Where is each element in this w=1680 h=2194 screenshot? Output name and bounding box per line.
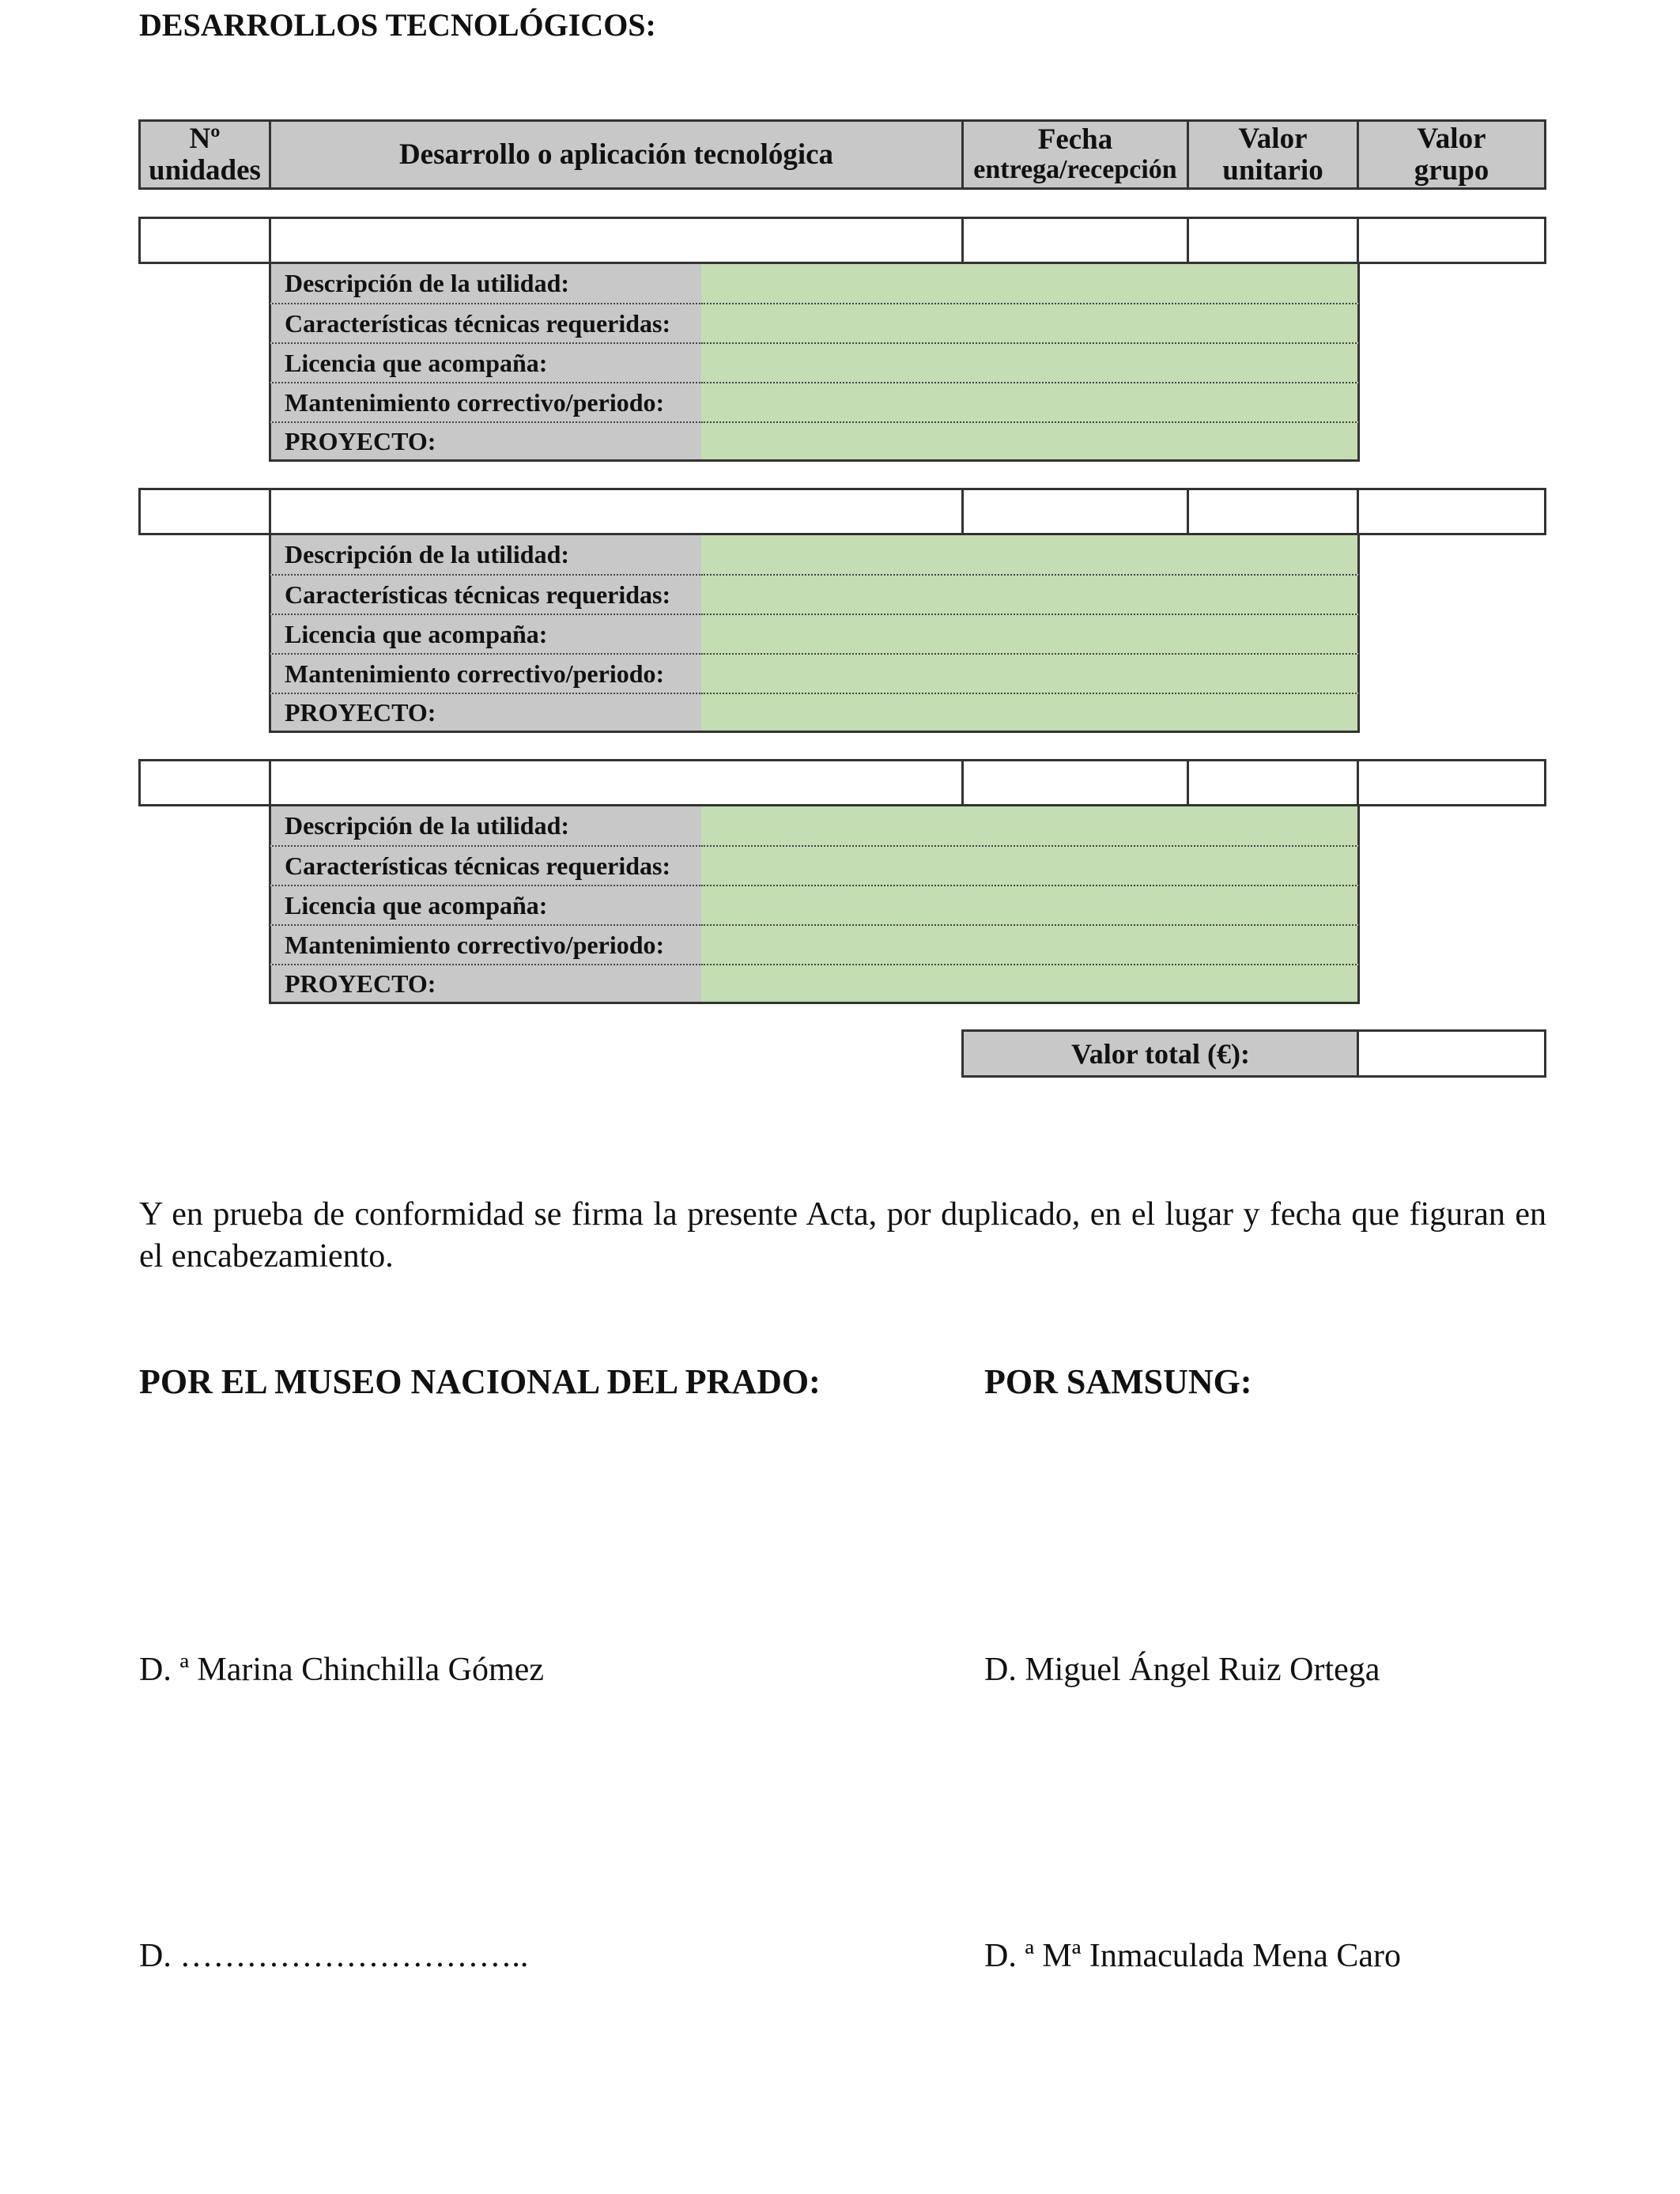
- field-label-technical: Características técnicas requeridas:: [269, 845, 704, 885]
- units-cell[interactable]: [138, 759, 271, 806]
- field-label-license: Licencia que acompaña:: [269, 885, 704, 924]
- section-title: DESARROLLOS TECNOLÓGICOS:: [139, 7, 656, 43]
- header-group-value: [1357, 119, 1546, 190]
- signature-heading-museum: POR EL MUSEO NACIONAL DEL PRADO:: [139, 1362, 821, 1401]
- header-group-value-line2: grupo: [1414, 153, 1489, 187]
- field-label-maintenance: Mantenimiento correctivo/periodo:: [269, 382, 704, 421]
- field-value-description[interactable]: [701, 804, 1360, 845]
- field-value-technical[interactable]: [701, 303, 1360, 342]
- header-unit-value: [1187, 119, 1359, 190]
- field-label-description: Descripción de la utilidad:: [269, 804, 704, 845]
- field-label-license: Licencia que acompaña:: [269, 614, 704, 653]
- header-units-line1: Nº: [189, 122, 221, 155]
- header-units: [138, 119, 271, 190]
- field-value-maintenance[interactable]: [701, 382, 1360, 421]
- field-value-project[interactable]: [701, 693, 1360, 733]
- group-value-cell[interactable]: [1357, 488, 1546, 535]
- field-label-project: PROYECTO:: [269, 421, 704, 462]
- date-cell[interactable]: [961, 759, 1189, 806]
- group-value-cell[interactable]: [1357, 217, 1546, 264]
- field-label-maintenance: Mantenimiento correctivo/periodo:: [269, 924, 704, 964]
- header-development-label: Desarrollo o aplicación tecnológica: [398, 138, 834, 171]
- date-cell[interactable]: [961, 488, 1189, 535]
- field-label-project: PROYECTO:: [269, 693, 704, 733]
- field-value-license[interactable]: [701, 885, 1360, 924]
- signatory-name: D. ª Marina Chinchilla Gómez: [139, 1652, 544, 1688]
- field-value-maintenance[interactable]: [701, 653, 1360, 693]
- field-label-technical: Características técnicas requeridas:: [269, 574, 704, 614]
- unit-value-cell[interactable]: [1187, 488, 1359, 535]
- field-label-technical: Características técnicas requeridas:: [269, 303, 704, 342]
- total-value-cell[interactable]: [1357, 1029, 1546, 1078]
- signatory-name: D. Miguel Ángel Ruiz Ortega: [984, 1652, 1380, 1688]
- field-label-project: PROYECTO:: [269, 964, 704, 1004]
- field-label-description: Descripción de la utilidad:: [269, 533, 704, 574]
- units-cell[interactable]: [138, 217, 271, 264]
- unit-value-cell[interactable]: [1187, 217, 1359, 264]
- header-units-line2: unidades: [149, 153, 261, 187]
- header-unit-value-line1: Valor: [1238, 122, 1308, 155]
- header-development: [269, 119, 964, 190]
- field-label-license: Licencia que acompaña:: [269, 342, 704, 382]
- development-cell[interactable]: [269, 488, 964, 535]
- development-cell[interactable]: [269, 217, 964, 264]
- closing-paragraph: Y en prueba de conformidad se firma la presente Acta, por duplicado, en el lugar y fecha que figuran en el encabezamiento.: [139, 1196, 1546, 1274]
- field-value-license[interactable]: [701, 342, 1360, 382]
- field-value-technical[interactable]: [701, 845, 1360, 885]
- field-value-project[interactable]: [701, 421, 1360, 462]
- units-cell[interactable]: [138, 488, 271, 535]
- header-date-line1: Fecha: [1037, 123, 1113, 157]
- header-date: [961, 119, 1189, 190]
- development-cell[interactable]: [269, 759, 964, 806]
- total-label: Valor total (€):: [961, 1029, 1360, 1078]
- field-label-maintenance: Mantenimiento correctivo/periodo:: [269, 653, 704, 693]
- header-date-line2: entrega/recepción: [973, 155, 1177, 185]
- signatory-name: D. …………………………..: [139, 1938, 529, 1974]
- header-unit-value-line2: unitario: [1222, 153, 1323, 187]
- signature-heading-samsung: POR SAMSUNG:: [984, 1362, 1252, 1401]
- unit-value-cell[interactable]: [1187, 759, 1359, 806]
- field-value-license[interactable]: [701, 614, 1360, 653]
- group-value-cell[interactable]: [1357, 759, 1546, 806]
- field-value-description[interactable]: [701, 262, 1360, 303]
- field-value-description[interactable]: [701, 533, 1360, 574]
- signatory-name: D. ª Mª Inmaculada Mena Caro: [984, 1938, 1402, 1974]
- field-label-description: Descripción de la utilidad:: [269, 262, 704, 303]
- header-group-value-line1: Valor: [1417, 122, 1486, 155]
- field-value-technical[interactable]: [701, 574, 1360, 614]
- date-cell[interactable]: [961, 217, 1189, 264]
- field-value-maintenance[interactable]: [701, 924, 1360, 964]
- field-value-project[interactable]: [701, 964, 1360, 1004]
